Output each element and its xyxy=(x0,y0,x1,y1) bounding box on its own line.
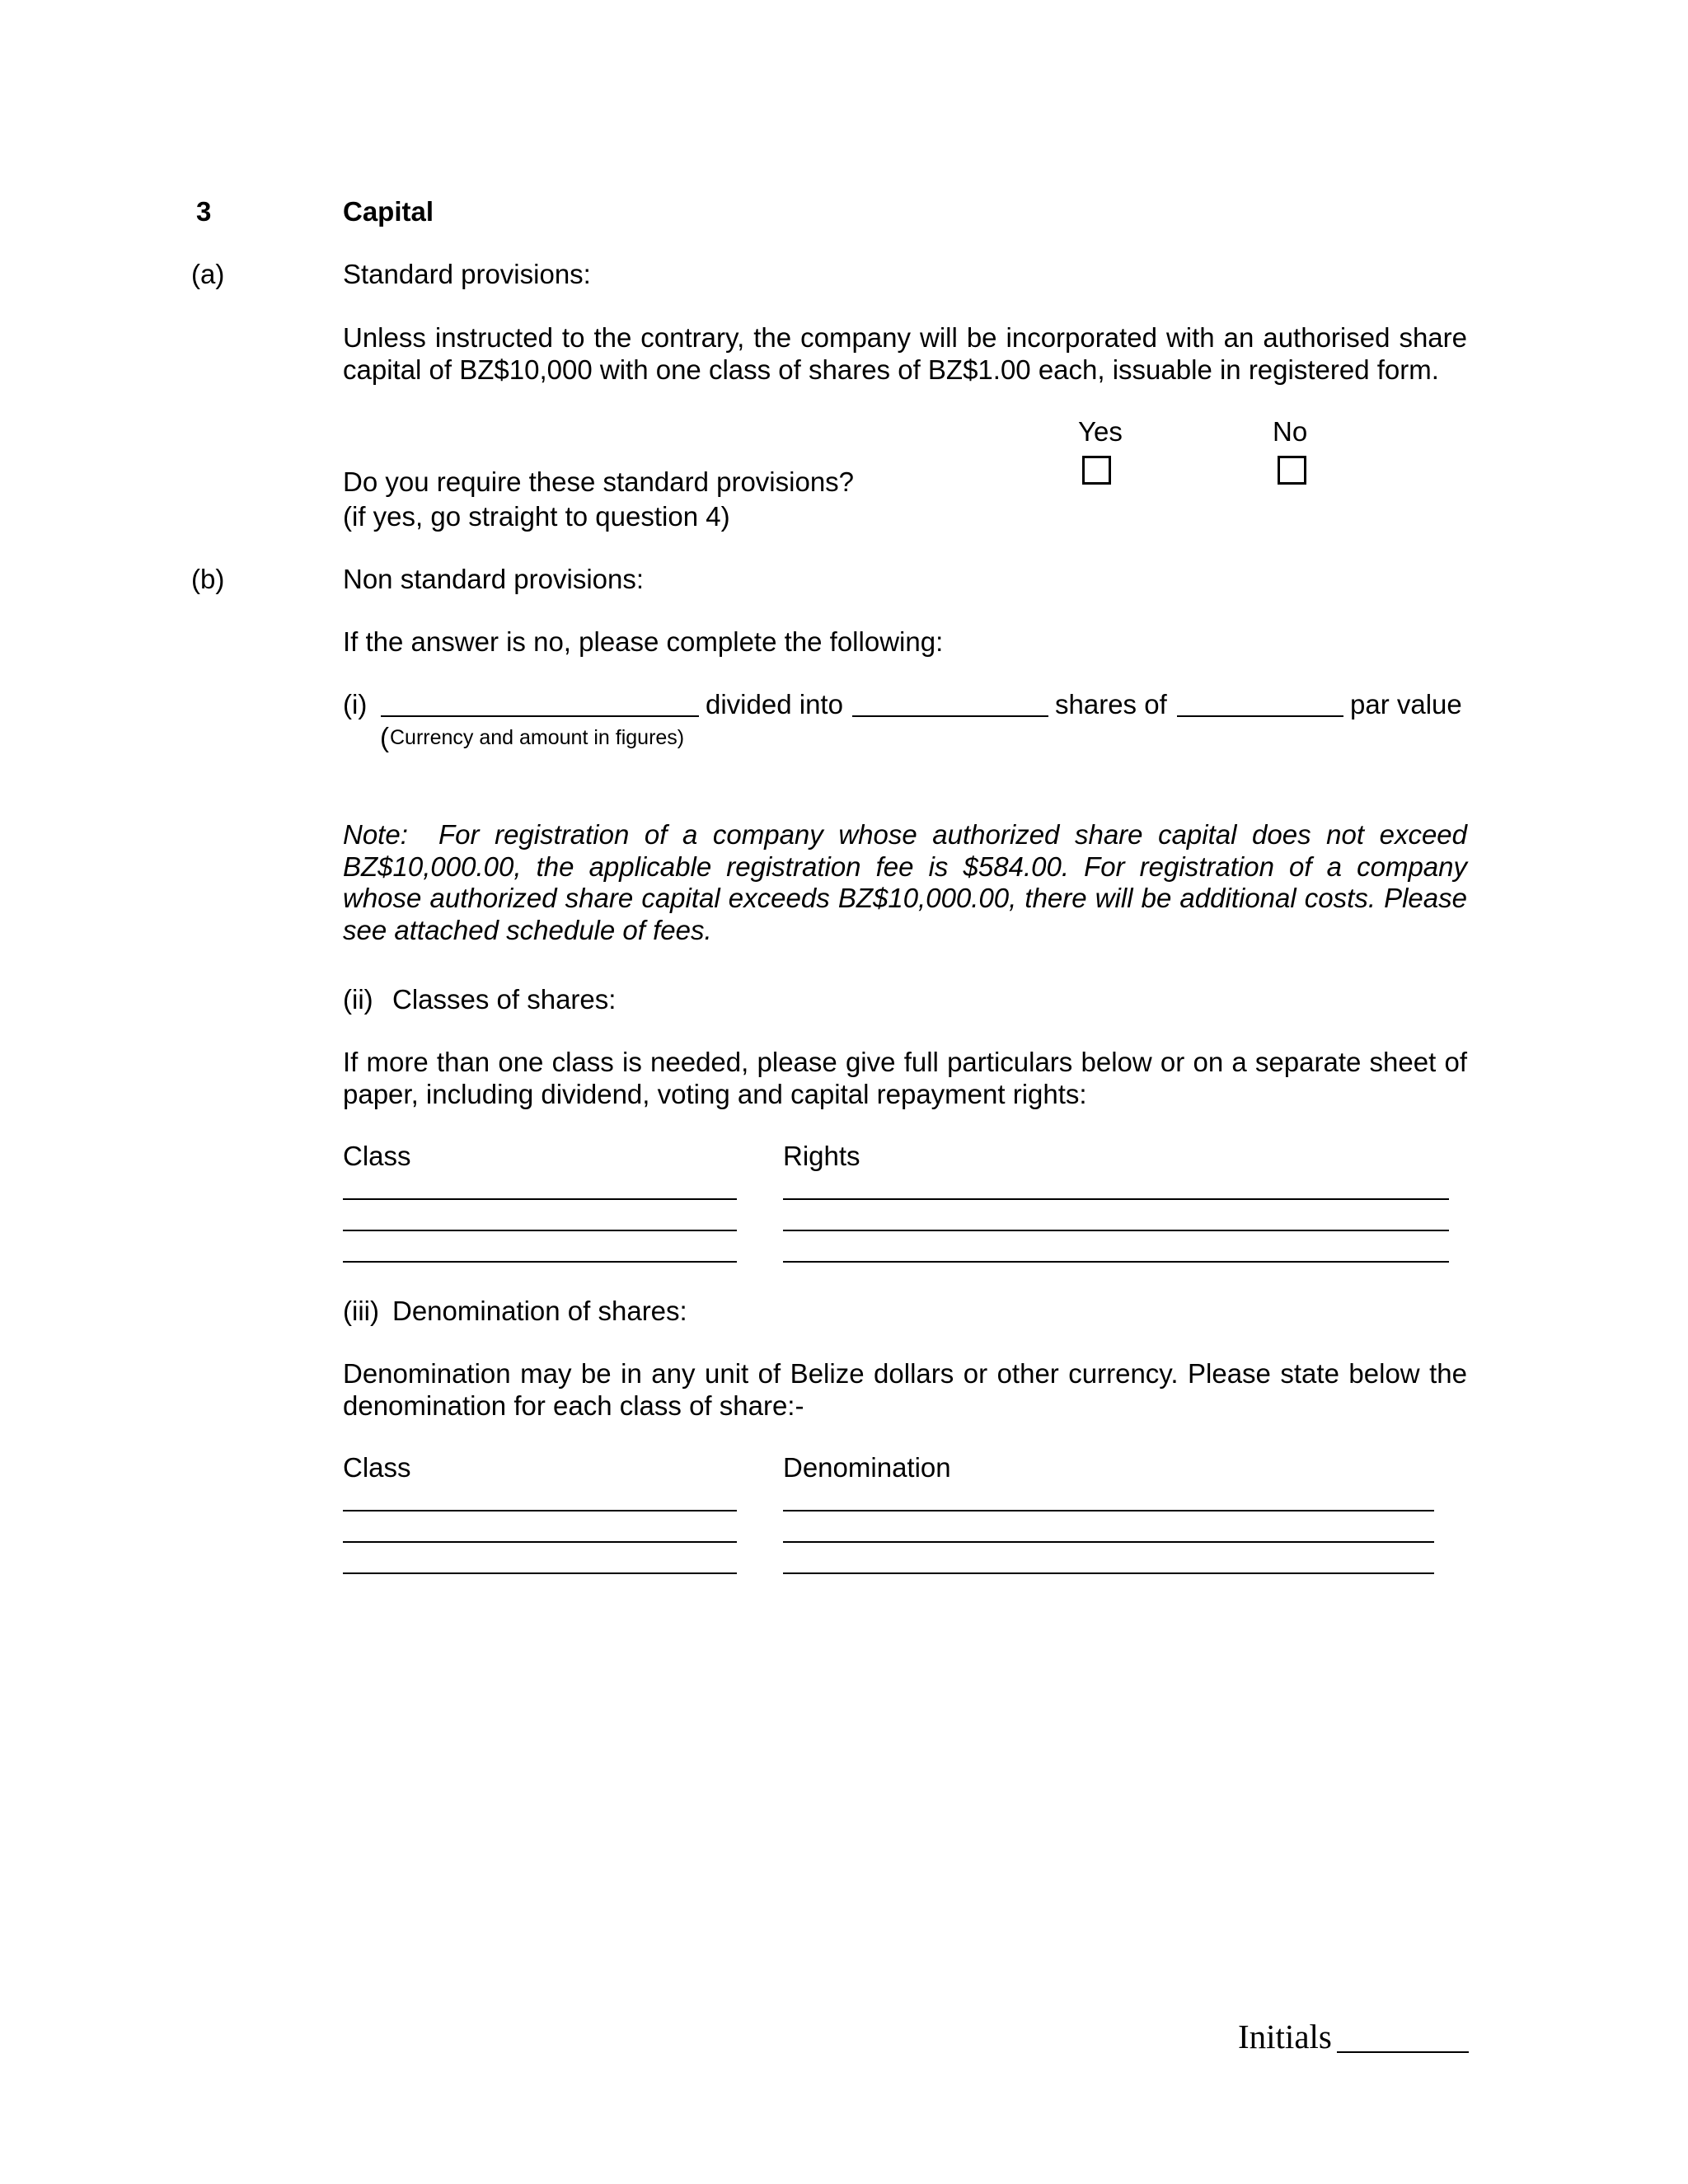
yes-checkbox[interactable] xyxy=(1082,456,1111,485)
part-b-heading: Non standard provisions: xyxy=(343,564,645,594)
par-value-field[interactable] xyxy=(1177,715,1343,717)
rights-field-1[interactable] xyxy=(783,1198,1449,1200)
registration-fee-note xyxy=(343,819,1467,946)
class-field-2[interactable] xyxy=(343,1230,737,1231)
denom-class-field-1[interactable] xyxy=(343,1510,737,1511)
classes-paragraph: If more than one class is needed, please give full particulars below or on a separate sheet of paper, including dividend, voting and capital repayment rights: xyxy=(343,1047,1467,1109)
item-ii-heading: Classes of shares: xyxy=(392,984,617,1015)
class-column-label-2: Class xyxy=(343,1452,411,1483)
class-column-label: Class xyxy=(343,1141,411,1171)
number-of-shares-field[interactable] xyxy=(852,715,1048,717)
no-checkbox[interactable] xyxy=(1278,456,1306,485)
part-b-label: (b) xyxy=(191,564,225,594)
standard-provisions-paragraph: Unless instructed to the contrary, the company will be incorporated with an authorised share capital of BZ$10,000 with one class of shares of BZ$1.00 each, issuable in registered form. xyxy=(343,322,1467,385)
part-a-label: (a) xyxy=(191,259,225,289)
divided-into-text: divided into xyxy=(706,689,843,719)
shares-of-text: shares of xyxy=(1055,689,1167,719)
class-field-1[interactable] xyxy=(343,1198,737,1200)
denom-class-field-3[interactable] xyxy=(343,1572,737,1574)
rights-column-label: Rights xyxy=(783,1141,860,1171)
class-field-3[interactable] xyxy=(343,1261,737,1263)
initials-field[interactable] xyxy=(1337,2051,1469,2053)
part-a-heading: Standard provisions: xyxy=(343,259,591,289)
caption-paren: ( xyxy=(380,722,389,752)
par-value-text: par value xyxy=(1350,689,1462,719)
section-number: 3 xyxy=(196,196,212,227)
standard-provisions-question: Do you require these standard provisions? xyxy=(343,466,855,497)
denomination-paragraph: Denomination may be in any unit of Belize dollars or other currency. Please state below the denomination for each class of share:- xyxy=(343,1358,1467,1421)
item-i-label: (i) xyxy=(343,689,368,719)
item-iii-heading: Denomination of shares: xyxy=(392,1296,687,1326)
denomination-field-3[interactable] xyxy=(783,1572,1434,1574)
non-standard-instruction: If the answer is no, please complete the following: xyxy=(343,626,944,657)
section-title: Capital xyxy=(343,196,434,227)
rights-field-2[interactable] xyxy=(783,1230,1449,1231)
item-iii-label: (iii) xyxy=(343,1296,379,1326)
capital-amount-field[interactable] xyxy=(381,715,699,717)
note-text: For registration of a company whose authorized share capital does not exceed BZ$10,000.00, the applicable registration fee is $584.00. For registration of a company whose authorized share capital exceeds BZ$10,000.00, there will be additional costs. Please see attached schedule of fees. xyxy=(343,819,1468,945)
currency-amount-caption: Currency and amount in figures) xyxy=(390,726,685,749)
no-label: No xyxy=(1273,416,1308,447)
denomination-field-1[interactable] xyxy=(783,1510,1434,1511)
denomination-column-label: Denomination xyxy=(783,1452,951,1483)
rights-field-3[interactable] xyxy=(783,1261,1449,1263)
standard-provisions-question-note: (if yes, go straight to question 4) xyxy=(343,501,730,532)
note-label: Note: xyxy=(343,819,408,850)
item-ii-label: (ii) xyxy=(343,984,373,1015)
denomination-field-2[interactable] xyxy=(783,1541,1434,1543)
denom-class-field-2[interactable] xyxy=(343,1541,737,1543)
yes-label: Yes xyxy=(1078,416,1123,447)
initials-label: Initials xyxy=(1238,2018,1332,2055)
